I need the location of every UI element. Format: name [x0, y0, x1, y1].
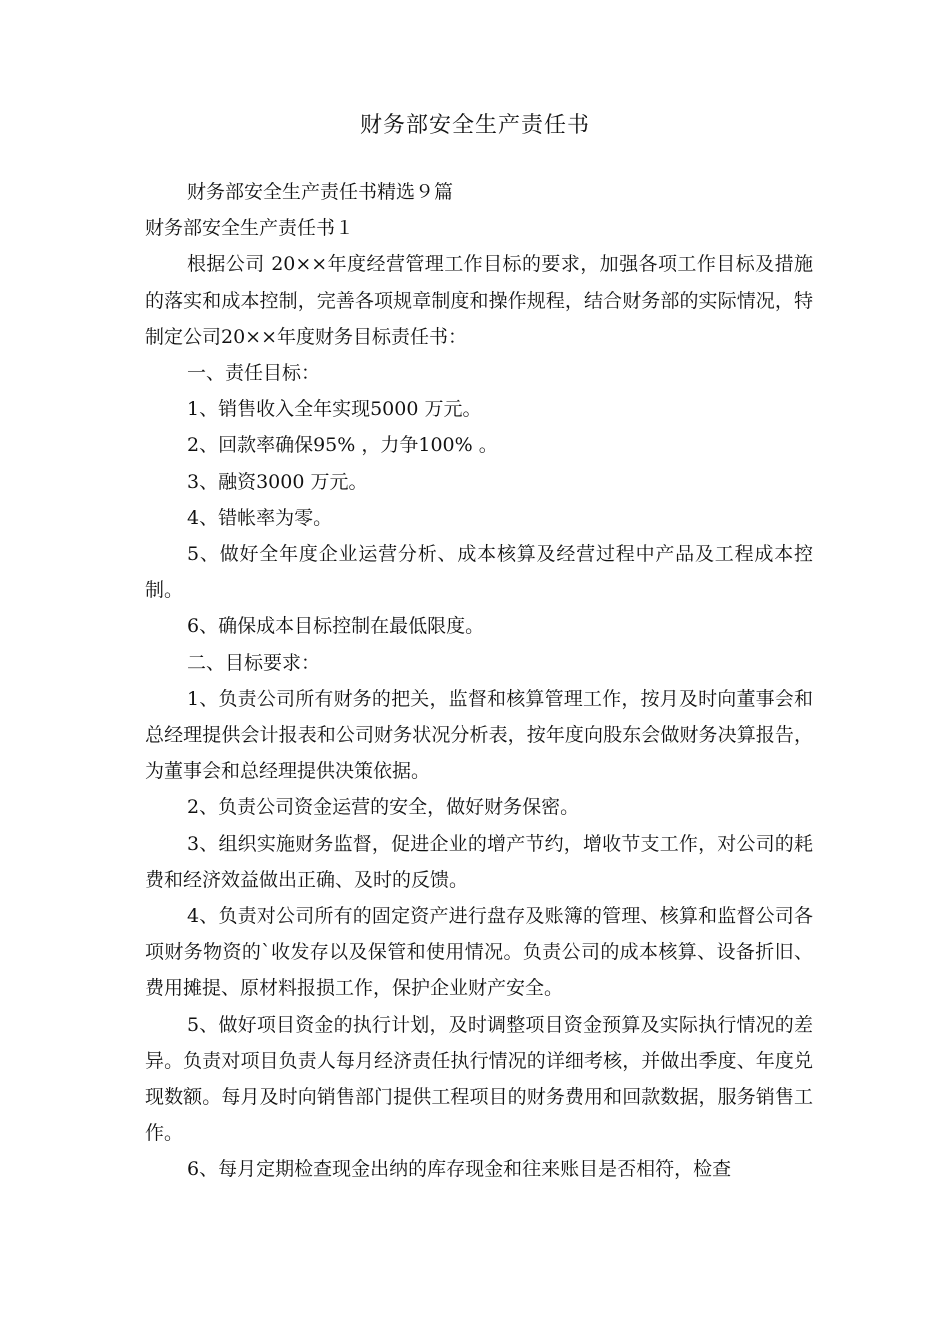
paragraph: 6、每月定期检查现金出纳的库存现金和往来账目是否相符，检查	[187, 1158, 732, 1181]
paragraph: 1、负责公司所有财务的把关，监督和核算管理工作，按月及时向董事会和总经理提供会计报表和公司财务状况分析表，按年度向股东会做财务决算报告，为董事会和总经理提供决策依据。	[145, 687, 813, 783]
paragraph: 6、确保成本目标控制在最低限度。	[187, 615, 485, 638]
paragraph: 根据公司 20××年度经营管理工作目标的要求，加强各项工作目标及措施的落实和成本控制，完善各项规章制度和操作规程，结合财务部的实际情况，特制定公司20××年度财务目标责任书：	[145, 253, 813, 348]
section-heading: 财务部安全生产责任书１	[145, 217, 355, 240]
document-body	[145, 174, 813, 1188]
paragraph: 1、销售收入全年实现5000 万元。	[187, 398, 482, 421]
paragraph: 4、错帐率为零。	[187, 506, 333, 529]
paragraph: 4、负责对公司所有的固定资产进行盘存及账簿的管理、核算和监督公司各项财务物资的`收发存以及保管和使用情况。负责公司的成本核算、设备折旧、费用摊提、原材料报损工作，保护企业财产安全。	[145, 905, 813, 1000]
paragraph: 2、回款率确保95% ，力争100% 。	[187, 434, 498, 457]
document-subtitle: 财务部安全生产责任书精选９篇	[187, 181, 454, 203]
paragraph: 二、目标要求：	[187, 651, 321, 674]
paragraph: 5、做好项目资金的执行计划，及时调整项目资金预算及实际执行情况的差异。负责对项目负责人每月经济责任执行情况的详细考核，并做出季度、年度兑现数额。每月及时向销售部门提供工程项目的财务费用和回款数据，服务销售工作。	[145, 1013, 813, 1145]
paragraph: 3、组织实施财务监督，促进企业的增产节约，增收节支工作，对公司的耗费和经济效益做出正确、及时的反馈。	[145, 832, 813, 891]
paragraph: 2、负责公司资金运营的安全，做好财务保密。	[187, 796, 580, 819]
paragraph: 3、融资3000 万元。	[187, 470, 368, 493]
document-title: 财务部安全生产责任书	[359, 113, 590, 138]
paragraph: 5、做好全年度企业运营分析、成本核算及经营过程中产品及工程成本控制。	[145, 543, 813, 602]
paragraph: 一、责任目标：	[187, 362, 321, 385]
